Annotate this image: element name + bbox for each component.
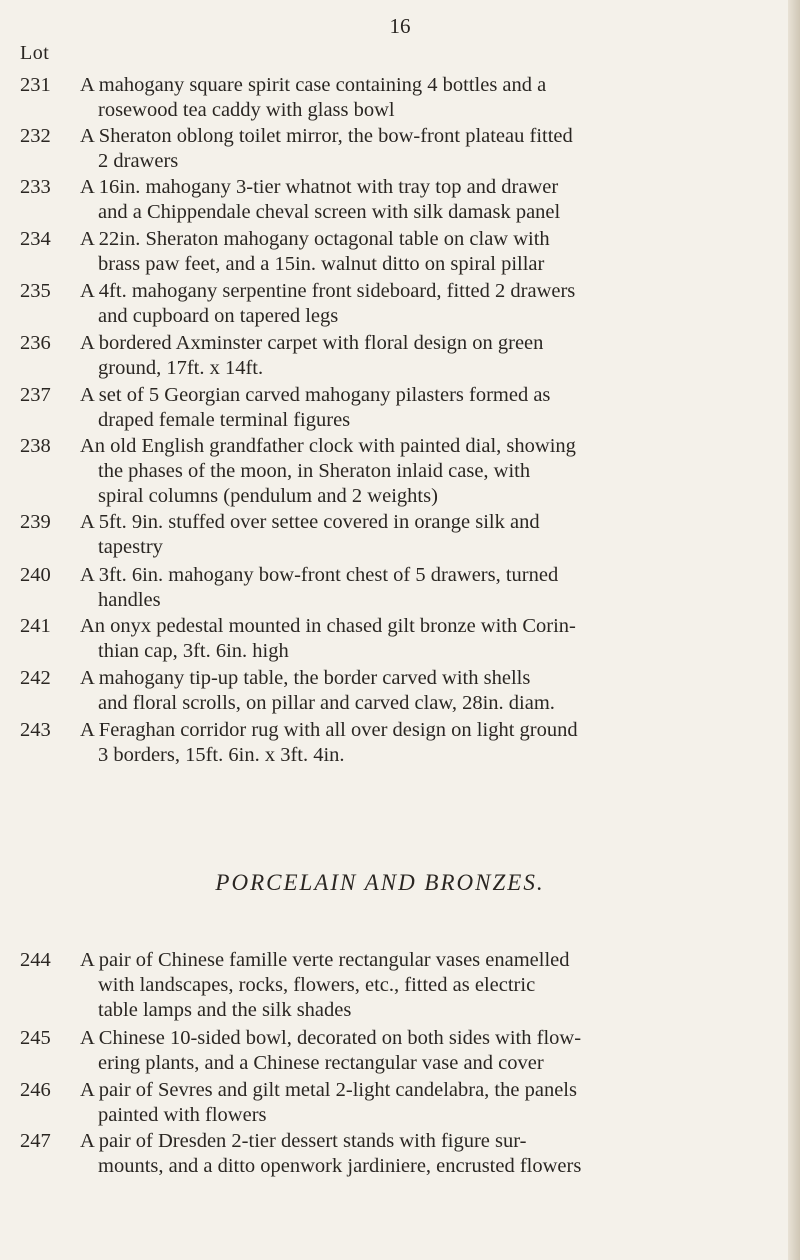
- lot-description: [80, 666, 710, 716]
- page-number: 16: [389, 14, 411, 38]
- lot-number: 235: [20, 280, 51, 302]
- lot-description-line: A bordered Axminster carpet with floral design on green: [80, 332, 544, 354]
- lot-number: 232: [20, 125, 51, 147]
- lot-description-line: An onyx pedestal mounted in chased gilt bronze with Corin-: [80, 615, 576, 637]
- lot-description-line: A pair of Chinese famille verte rectangular vases enamelled: [80, 949, 570, 971]
- lot-description-line: A pair of Sevres and gilt metal 2-light candelabra, the panels: [80, 1079, 577, 1101]
- lot-description-line: A mahogany tip-up table, the border carved with shells: [80, 667, 531, 689]
- lot-description: [80, 1129, 710, 1179]
- lot-entry: [20, 666, 710, 716]
- lot-description: [80, 1078, 710, 1128]
- lot-description-line: A set of 5 Georgian carved mahogany pilasters formed as: [80, 384, 551, 406]
- lot-description-line: 2 drawers: [98, 150, 179, 172]
- lot-number: 239: [20, 511, 51, 533]
- lot-description: [80, 331, 710, 381]
- lot-entry: [20, 1026, 710, 1076]
- lot-description-line: ering plants, and a Chinese rectangular vase and cover: [98, 1052, 544, 1074]
- lot-number: 233: [20, 176, 51, 198]
- lot-description: [80, 563, 710, 613]
- lot-description: [80, 175, 710, 225]
- lot-description-line: with landscapes, rocks, flowers, etc., fitted as electric: [98, 974, 536, 996]
- lot-description-line: rosewood tea caddy with glass bowl: [98, 99, 395, 121]
- lot-entry: [20, 718, 710, 768]
- lot-description-line: A mahogany square spirit case containing 4 bottles and a: [80, 74, 547, 96]
- lot-entry: [20, 124, 710, 174]
- lot-entry: [20, 948, 710, 1023]
- lot-description: [80, 124, 710, 174]
- lot-description-line: ground, 17ft. x 14ft.: [98, 357, 264, 379]
- lot-description: [80, 227, 710, 277]
- lot-description: [80, 434, 710, 509]
- lot-entry: [20, 563, 710, 613]
- lot-description-line: 3 borders, 15ft. 6in. x 3ft. 4in.: [98, 744, 345, 766]
- lot-number: 246: [20, 1079, 51, 1101]
- lot-number: 242: [20, 667, 51, 689]
- page-edge: [788, 0, 800, 1260]
- lot-number: 244: [20, 949, 51, 971]
- lot-description-line: A pair of Dresden 2-tier dessert stands with figure sur-: [80, 1130, 527, 1152]
- lot-number: 238: [20, 435, 51, 457]
- lot-description-line: A 5ft. 9in. stuffed over settee covered in orange silk and: [80, 511, 540, 533]
- lot-description-line: thian cap, 3ft. 6in. high: [98, 640, 289, 662]
- lot-description-line: A Sheraton oblong toilet mirror, the bow-front plateau fitted: [80, 125, 573, 147]
- lot-entry: [20, 383, 710, 433]
- lot-number: 231: [20, 74, 51, 96]
- lot-entry: [20, 331, 710, 381]
- section-heading: PORCELAIN AND BRONZES.: [215, 870, 545, 895]
- lot-entry: [20, 434, 710, 509]
- lot-description-line: the phases of the moon, in Sheraton inlaid case, with: [98, 460, 531, 482]
- lot-description: [80, 73, 710, 123]
- lot-description: [80, 279, 710, 329]
- lot-description-line: table lamps and the silk shades: [98, 999, 352, 1021]
- lot-number: 234: [20, 228, 51, 250]
- lot-entry: [20, 73, 710, 123]
- lot-entry: [20, 279, 710, 329]
- lot-entry: [20, 1129, 710, 1179]
- lot-entry: [20, 175, 710, 225]
- lot-number: 241: [20, 615, 51, 637]
- lot-number: 237: [20, 384, 51, 406]
- lot-number: 247: [20, 1130, 51, 1152]
- lot-description: [80, 1026, 710, 1076]
- lot-entry: [20, 1078, 710, 1128]
- lot-description-line: and a Chippendale cheval screen with silk damask panel: [98, 201, 561, 223]
- lot-description-line: and cupboard on tapered legs: [98, 305, 339, 327]
- lot-description-line: A 16in. mahogany 3-tier whatnot with tray top and drawer: [80, 176, 559, 198]
- lot-description-line: and floral scrolls, on pillar and carved claw, 28in. diam.: [98, 692, 555, 714]
- lot-description-line: A 3ft. 6in. mahogany bow-front chest of 5 drawers, turned: [80, 564, 559, 586]
- lot-description: [80, 510, 710, 560]
- lot-description-line: mounts, and a ditto openwork jardiniere, encrusted flowers: [98, 1155, 582, 1177]
- lot-number: 236: [20, 332, 51, 354]
- lot-column-header: Lot: [20, 42, 50, 64]
- lot-description-line: An old English grandfather clock with painted dial, showing: [80, 435, 576, 457]
- lot-number: 245: [20, 1027, 51, 1049]
- lot-description-line: A 22in. Sheraton mahogany octagonal table on claw with: [80, 228, 550, 250]
- lot-description-line: A Chinese 10-sided bowl, decorated on both sides with flow-: [80, 1027, 582, 1049]
- lot-description-line: painted with flowers: [98, 1104, 267, 1126]
- lot-description-line: handles: [98, 589, 161, 611]
- lot-description-line: spiral columns (pendulum and 2 weights): [98, 485, 438, 507]
- lot-description-line: draped female terminal figures: [98, 409, 351, 431]
- lot-description: [80, 614, 710, 664]
- lot-entry: [20, 227, 710, 277]
- lot-entry: [20, 614, 710, 664]
- lot-description-line: brass paw feet, and a 15in. walnut ditto on spiral pillar: [98, 253, 545, 275]
- lot-description: [80, 948, 710, 1023]
- lot-number: 240: [20, 564, 51, 586]
- lot-description: [80, 718, 710, 768]
- lot-description-line: tapestry: [98, 536, 163, 558]
- lot-entry: [20, 510, 710, 560]
- lot-description: [80, 383, 710, 433]
- lot-description-line: A 4ft. mahogany serpentine front sideboard, fitted 2 drawers: [80, 280, 576, 302]
- lot-number: 243: [20, 719, 51, 741]
- lot-description-line: A Feraghan corridor rug with all over design on light ground: [80, 719, 578, 741]
